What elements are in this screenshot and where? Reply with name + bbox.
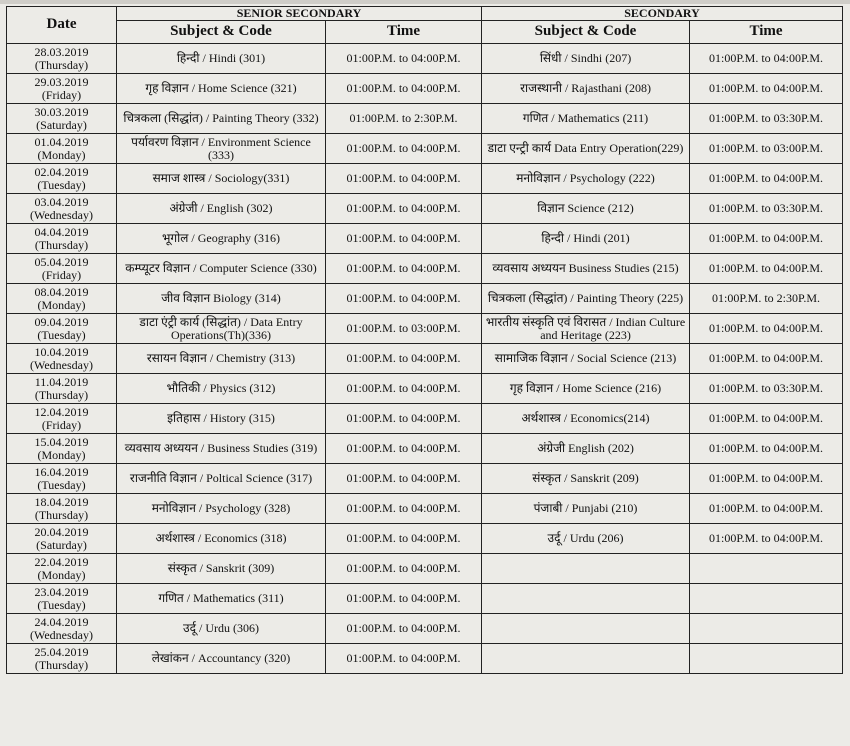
sec-subject-cell: मनोविज्ञान / Psychology (222) — [482, 164, 690, 194]
table-row — [7, 104, 843, 134]
exam-day: (Friday) — [41, 417, 82, 432]
sec-subject-cell: अर्थशास्त्र / Economics(214) — [482, 404, 690, 434]
sec-time-cell: 01:00P.M. to 03:30P.M. — [690, 374, 843, 404]
exam-day: (Wednesday) — [29, 627, 93, 642]
exam-date: 25.04.2019 — [34, 644, 89, 659]
table-row — [7, 224, 843, 254]
ss-time-cell: 01:00P.M. to 04:00P.M. — [326, 164, 482, 194]
exam-day: (Monday) — [37, 447, 86, 462]
ss-time-cell: 01:00P.M. to 04:00P.M. — [326, 344, 482, 374]
ss-time-cell: 01:00P.M. to 04:00P.M. — [326, 254, 482, 284]
table-row — [7, 254, 843, 284]
top-cropped-strip — [0, 0, 850, 4]
exam-date-cell — [7, 434, 117, 464]
ss-subject-cell: राजनीति विज्ञान / Poltical Science (317) — [117, 464, 326, 494]
sec-time-cell: 01:00P.M. to 03:30P.M. — [690, 194, 843, 224]
ss-subject-cell: पर्यावरण विज्ञान / Environment Science (333) — [117, 134, 326, 164]
exam-day: (Monday) — [37, 147, 86, 162]
timetable-body — [7, 44, 843, 674]
table-row — [7, 404, 843, 434]
sec-time-cell: 01:00P.M. to 04:00P.M. — [690, 314, 843, 344]
exam-date-cell — [7, 404, 117, 434]
sec-subject-cell: हिन्दी / Hindi (201) — [482, 224, 690, 254]
sec-time-cell: 01:00P.M. to 04:00P.M. — [690, 344, 843, 374]
sec-subject-cell: अंग्रेजी English (202) — [482, 434, 690, 464]
exam-day: (Monday) — [37, 567, 86, 582]
exam-date: 28.03.2019 — [34, 44, 89, 59]
exam-date-cell — [7, 194, 117, 224]
ss-subject-cell: समाज शास्त्र / Sociology(331) — [117, 164, 326, 194]
exam-date: 29.03.2019 — [34, 74, 89, 89]
sec-time-cell: 01:00P.M. to 04:00P.M. — [690, 254, 843, 284]
exam-date-cell — [7, 164, 117, 194]
exam-day: (Saturday) — [36, 537, 87, 552]
exam-date-cell — [7, 374, 117, 404]
exam-day: (Monday) — [37, 297, 86, 312]
sec-subject-column-header: Subject & Code — [482, 21, 690, 44]
exam-day: (Tuesday) — [37, 477, 86, 492]
exam-day: (Friday) — [41, 87, 82, 102]
table-row — [7, 314, 843, 344]
sec-subject-cell: चित्रकला (सिद्धांत) / Painting Theory (225) — [482, 284, 690, 314]
exam-date: 12.04.2019 — [34, 404, 89, 419]
exam-day: (Thursday) — [34, 237, 89, 252]
exam-date-cell — [7, 224, 117, 254]
exam-timetable — [6, 6, 843, 674]
exam-date: 02.04.2019 — [34, 164, 89, 179]
table-row — [7, 554, 843, 584]
ss-time-cell: 01:00P.M. to 04:00P.M. — [326, 554, 482, 584]
sec-subject-cell: संस्कृत / Sanskrit (209) — [482, 464, 690, 494]
ss-time-cell: 01:00P.M. to 04:00P.M. — [326, 644, 482, 674]
table-row — [7, 494, 843, 524]
ss-time-cell: 01:00P.M. to 04:00P.M. — [326, 374, 482, 404]
exam-day: (Wednesday) — [29, 357, 93, 372]
sec-time-cell: 01:00P.M. to 04:00P.M. — [690, 434, 843, 464]
ss-time-cell: 01:00P.M. to 04:00P.M. — [326, 584, 482, 614]
exam-date-cell — [7, 74, 117, 104]
table-row — [7, 434, 843, 464]
exam-day: (Thursday) — [34, 57, 89, 72]
sec-subject-cell — [482, 554, 690, 584]
sec-subject-cell — [482, 644, 690, 674]
exam-date-cell — [7, 44, 117, 74]
sec-time-cell: 01:00P.M. to 04:00P.M. — [690, 524, 843, 554]
exam-date: 03.04.2019 — [34, 194, 89, 209]
timetable-header — [7, 7, 843, 44]
sec-time-cell — [690, 554, 843, 584]
ss-time-cell: 01:00P.M. to 04:00P.M. — [326, 194, 482, 224]
sec-time-cell: 01:00P.M. to 04:00P.M. — [690, 494, 843, 524]
sec-subject-cell — [482, 584, 690, 614]
senior-secondary-header: SENIOR SECONDARY — [117, 7, 482, 21]
exam-day: (Friday) — [41, 267, 82, 282]
exam-date-cell — [7, 104, 117, 134]
ss-subject-cell: गृह विज्ञान / Home Science (321) — [117, 74, 326, 104]
table-row — [7, 464, 843, 494]
table-row — [7, 44, 843, 74]
exam-date: 15.04.2019 — [34, 434, 89, 449]
sec-time-cell: 01:00P.M. to 04:00P.M. — [690, 224, 843, 254]
sec-subject-cell: सामाजिक विज्ञान / Social Science (213) — [482, 344, 690, 374]
exam-date: 11.04.2019 — [34, 374, 89, 389]
ss-subject-cell: उर्दू / Urdu (306) — [117, 614, 326, 644]
exam-date: 08.04.2019 — [34, 284, 89, 299]
exam-date-cell — [7, 254, 117, 284]
ss-subject-cell: भौतिकी / Physics (312) — [117, 374, 326, 404]
sec-subject-cell: विज्ञान Science (212) — [482, 194, 690, 224]
sec-time-cell: 01:00P.M. to 04:00P.M. — [690, 44, 843, 74]
exam-date-cell — [7, 314, 117, 344]
ss-time-cell: 01:00P.M. to 04:00P.M. — [326, 224, 482, 254]
exam-date-cell — [7, 644, 117, 674]
exam-date-cell — [7, 614, 117, 644]
ss-subject-cell: डाटा एंट्री कार्य (सिद्धांत) / Data Entry Operations(Th)(336) — [117, 314, 326, 344]
table-row — [7, 164, 843, 194]
exam-date: 24.04.2019 — [34, 614, 89, 629]
sec-time-cell: 01:00P.M. to 03:30P.M. — [690, 104, 843, 134]
sec-subject-cell: डाटा एन्ट्री कार्य Data Entry Operation(229) — [482, 134, 690, 164]
exam-day: (Tuesday) — [37, 597, 86, 612]
ss-subject-cell: कम्प्यूटर विज्ञान / Computer Science (330) — [117, 254, 326, 284]
table-row — [7, 584, 843, 614]
ss-time-column-header: Time — [326, 21, 482, 44]
table-row — [7, 194, 843, 224]
sec-subject-cell: गृह विज्ञान / Home Science (216) — [482, 374, 690, 404]
sec-subject-cell: उर्दू / Urdu (206) — [482, 524, 690, 554]
ss-subject-cell: अंग्रेजी / English (302) — [117, 194, 326, 224]
ss-subject-cell: संस्कृत / Sanskrit (309) — [117, 554, 326, 584]
table-row — [7, 524, 843, 554]
ss-subject-cell: लेखांकन / Accountancy (320) — [117, 644, 326, 674]
table-row — [7, 74, 843, 104]
sec-subject-cell: व्यवसाय अध्ययन Business Studies (215) — [482, 254, 690, 284]
ss-time-cell: 01:00P.M. to 04:00P.M. — [326, 614, 482, 644]
sec-subject-cell: सिंधी / Sindhi (207) — [482, 44, 690, 74]
exam-date: 20.04.2019 — [34, 524, 89, 539]
exam-day: (Thursday) — [34, 657, 89, 672]
exam-day: (Thursday) — [34, 387, 89, 402]
secondary-header: SECONDARY — [482, 7, 843, 21]
date-column-header: Date — [7, 7, 117, 44]
exam-day: (Tuesday) — [37, 327, 86, 342]
sec-subject-cell — [482, 614, 690, 644]
sec-subject-cell: पंजाबी / Punjabi (210) — [482, 494, 690, 524]
ss-subject-cell: इतिहास / History (315) — [117, 404, 326, 434]
ss-time-cell: 01:00P.M. to 04:00P.M. — [326, 74, 482, 104]
sec-time-cell — [690, 644, 843, 674]
sec-subject-cell: राजस्थानी / Rajasthani (208) — [482, 74, 690, 104]
table-row — [7, 644, 843, 674]
ss-time-cell: 01:00P.M. to 04:00P.M. — [326, 464, 482, 494]
table-row — [7, 284, 843, 314]
exam-date: 01.04.2019 — [34, 134, 89, 149]
exam-date: 30.03.2019 — [34, 104, 89, 119]
ss-subject-cell: रसायन विज्ञान / Chemistry (313) — [117, 344, 326, 374]
ss-subject-cell: भूगोल / Geography (316) — [117, 224, 326, 254]
exam-date-cell — [7, 464, 117, 494]
ss-time-cell: 01:00P.M. to 03:00P.M. — [326, 314, 482, 344]
sec-time-cell — [690, 614, 843, 644]
ss-time-cell: 01:00P.M. to 04:00P.M. — [326, 134, 482, 164]
ss-subject-cell: अर्थशास्त्र / Economics (318) — [117, 524, 326, 554]
exam-date-cell — [7, 344, 117, 374]
sec-time-column-header: Time — [690, 21, 843, 44]
exam-date-cell — [7, 584, 117, 614]
ss-subject-cell: चित्रकला (सिद्धांत) / Painting Theory (332) — [117, 104, 326, 134]
sec-subject-cell: गणित / Mathematics (211) — [482, 104, 690, 134]
sec-time-cell: 01:00P.M. to 04:00P.M. — [690, 404, 843, 434]
exam-date-cell — [7, 134, 117, 164]
sec-time-cell: 01:00P.M. to 04:00P.M. — [690, 74, 843, 104]
ss-time-cell: 01:00P.M. to 04:00P.M. — [326, 404, 482, 434]
ss-subject-cell: मनोविज्ञान / Psychology (328) — [117, 494, 326, 524]
ss-time-cell: 01:00P.M. to 04:00P.M. — [326, 44, 482, 74]
ss-time-cell: 01:00P.M. to 04:00P.M. — [326, 434, 482, 464]
sec-time-cell: 01:00P.M. to 03:00P.M. — [690, 134, 843, 164]
exam-day: (Saturday) — [36, 117, 87, 132]
table-row — [7, 134, 843, 164]
exam-date: 23.04.2019 — [34, 584, 89, 599]
sec-time-cell: 01:00P.M. to 04:00P.M. — [690, 464, 843, 494]
exam-date: 04.04.2019 — [34, 224, 89, 239]
exam-date: 16.04.2019 — [34, 464, 89, 479]
sec-subject-cell: भारतीय संस्कृति एवं विरासत / Indian Culture and Heritage (223) — [482, 314, 690, 344]
ss-subject-column-header: Subject & Code — [117, 21, 326, 44]
exam-date: 09.04.2019 — [34, 314, 89, 329]
exam-date-cell — [7, 284, 117, 314]
exam-day: (Tuesday) — [37, 177, 86, 192]
ss-time-cell: 01:00P.M. to 04:00P.M. — [326, 494, 482, 524]
ss-time-cell: 01:00P.M. to 2:30P.M. — [326, 104, 482, 134]
exam-date-cell — [7, 554, 117, 584]
exam-date: 22.04.2019 — [34, 554, 89, 569]
table-row — [7, 614, 843, 644]
exam-date: 18.04.2019 — [34, 494, 89, 509]
exam-date: 10.04.2019 — [34, 344, 89, 359]
table-row — [7, 374, 843, 404]
exam-day: (Wednesday) — [29, 207, 93, 222]
ss-subject-cell: गणित / Mathematics (311) — [117, 584, 326, 614]
exam-day: (Thursday) — [34, 507, 89, 522]
ss-subject-cell: हिन्दी / Hindi (301) — [117, 44, 326, 74]
ss-subject-cell: व्यवसाय अध्ययन / Business Studies (319) — [117, 434, 326, 464]
exam-date: 05.04.2019 — [34, 254, 89, 269]
exam-date-cell — [7, 524, 117, 554]
sec-time-cell: 01:00P.M. to 2:30P.M. — [690, 284, 843, 314]
exam-date-cell — [7, 494, 117, 524]
ss-subject-cell: जीव विज्ञान Biology (314) — [117, 284, 326, 314]
table-row — [7, 344, 843, 374]
ss-time-cell: 01:00P.M. to 04:00P.M. — [326, 284, 482, 314]
sec-time-cell: 01:00P.M. to 04:00P.M. — [690, 164, 843, 194]
ss-time-cell: 01:00P.M. to 04:00P.M. — [326, 524, 482, 554]
sec-time-cell — [690, 584, 843, 614]
